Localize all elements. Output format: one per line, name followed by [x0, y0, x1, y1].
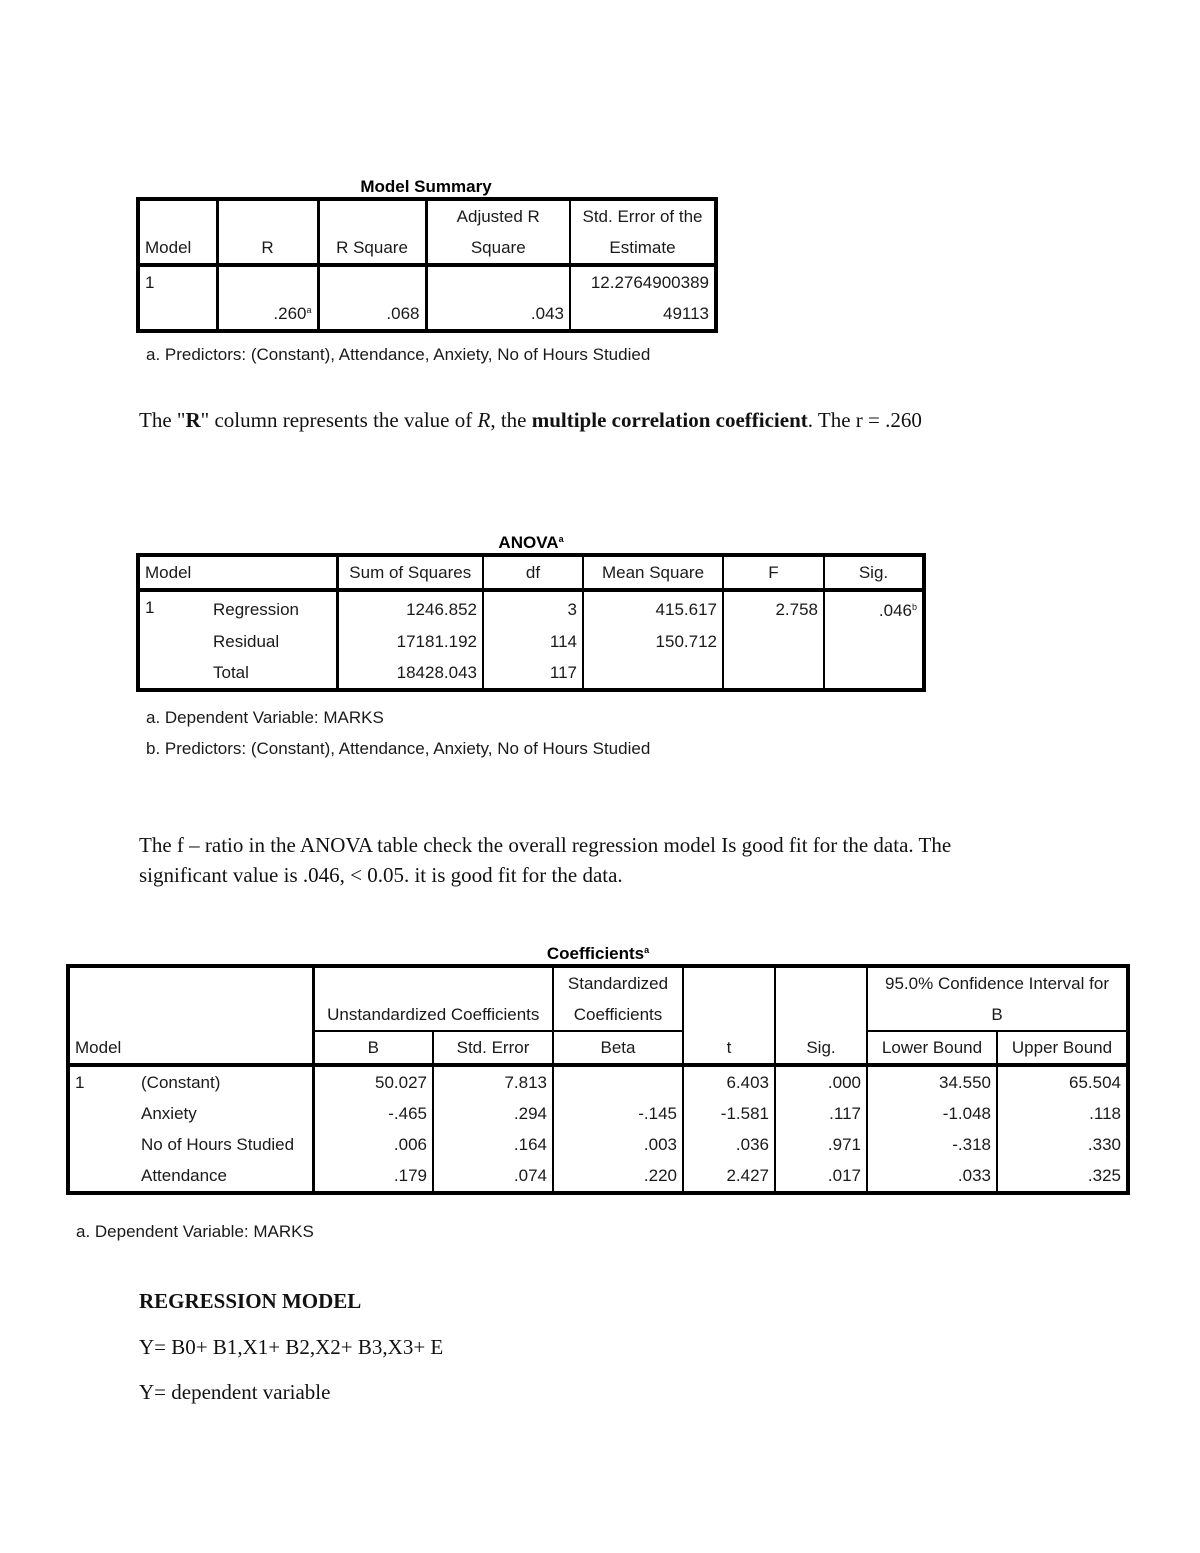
coef-cell-std-error: .294: [433, 1098, 553, 1129]
coef-cell-upper: .330: [1087, 1135, 1121, 1154]
anova-header-sig: Sig.: [824, 555, 924, 590]
table-row: [138, 626, 924, 657]
coef-row-label: No of Hours Studied: [136, 1129, 313, 1160]
coef-cell-upper: 65.504: [1069, 1073, 1121, 1092]
coef-cell-sig: .000: [775, 1065, 867, 1098]
table-row: [68, 1098, 1128, 1129]
coef-cell-lower: -1.048: [867, 1098, 997, 1129]
coef-row-label: Anxiety: [136, 1098, 313, 1129]
coef-cell-std-error: .164: [433, 1129, 553, 1160]
coef-header-t: t: [683, 966, 775, 1065]
coef-cell-lower: 34.550: [867, 1065, 997, 1098]
anova-row-label: Residual: [208, 626, 337, 657]
regression-definition: Y= dependent variable: [139, 1380, 331, 1404]
coef-header-lower-bound: Lower Bound: [867, 1031, 997, 1065]
coef-header-std-error: Std. Error: [433, 1031, 553, 1065]
anova-cell-ss: 17181.192: [337, 626, 483, 657]
model-summary-footnote: a. Predictors: (Constant), Attendance, Anxiety, No of Hours Studied: [146, 345, 651, 364]
coef-header-standardized: Standardized: [553, 966, 683, 999]
anova-cell-df: 3: [483, 590, 583, 626]
anova-cell-sig: [824, 657, 924, 690]
anova-model-number: 1: [145, 598, 155, 617]
coef-cell-std-error: 7.813: [433, 1065, 553, 1098]
coef-cell-sig: .117: [775, 1098, 867, 1129]
header-r: R: [217, 199, 318, 265]
cell-r-square: .068: [318, 265, 426, 331]
table-row: [68, 1160, 1128, 1193]
anova-header-sum-squares: Sum of Squares: [337, 555, 483, 590]
anova-cell-ms: 415.617: [583, 590, 723, 626]
header-r-square: R Square: [318, 199, 426, 265]
coef-cell-beta: .003: [553, 1129, 683, 1160]
coef-cell-lower: .033: [867, 1160, 997, 1193]
anova-footnote-a: a. Dependent Variable: MARKS: [146, 708, 384, 727]
coef-cell-sig: .017: [775, 1160, 867, 1193]
coef-cell-sig: .971: [775, 1129, 867, 1160]
anova-title: ANOVA$^a$: [498, 533, 564, 552]
coef-cell-beta: -.145: [553, 1098, 683, 1129]
anova-cell-sig: .046$^b$: [878, 601, 917, 620]
coef-cell-b: .006: [313, 1129, 433, 1160]
coef-header-beta: Beta: [553, 1031, 683, 1065]
coef-cell-upper: .325: [1087, 1166, 1121, 1185]
anova-cell-f: [723, 626, 824, 657]
anova-header-f: F: [723, 555, 824, 590]
coef-header-upper-bound: Upper Bound: [997, 1031, 1128, 1065]
cell-std-error: 12.2764900389: [590, 273, 709, 292]
cell-std-error-line2: 49113: [662, 304, 709, 323]
coef-cell-b: .179: [313, 1160, 433, 1193]
coef-cell-lower: -.318: [867, 1129, 997, 1160]
anova-table: [136, 553, 926, 692]
coefficients-footnote: a. Dependent Variable: MARKS: [76, 1222, 314, 1241]
coef-model-number: 1: [75, 1073, 85, 1092]
table-row: [138, 657, 924, 690]
coef-row-label: (Constant): [136, 1065, 313, 1098]
coef-header-confidence-interval-line2: B: [867, 999, 1128, 1031]
anova-cell-df: 117: [483, 657, 583, 690]
anova-cell-ms: [583, 657, 723, 690]
coef-cell-t: 2.427: [683, 1160, 775, 1193]
coef-header-unstandardized: Unstandardized Coefficients: [313, 966, 553, 1031]
coef-cell-t: -1.581: [683, 1098, 775, 1129]
model-summary-title: Model Summary: [360, 177, 492, 196]
header-std-error: Std. Error of the: [582, 207, 703, 226]
regression-equation: Y= B0+ B1,X1+ B2,X2+ B3,X3+ E: [139, 1335, 444, 1359]
coef-cell-b: -.465: [313, 1098, 433, 1129]
coef-cell-beta: [553, 1065, 683, 1098]
anova-row-label: Regression: [208, 590, 337, 626]
coef-header-confidence-interval: 95.0% Confidence Interval for: [885, 974, 1109, 993]
coefficients-table: [66, 964, 1130, 1195]
header-adjusted-r-line2: Square: [426, 232, 570, 265]
coef-cell-b: 50.027: [313, 1065, 433, 1098]
anova-footnote-b: b. Predictors: (Constant), Attendance, Anxiety, No of Hours Studied: [146, 739, 651, 758]
table-row: [68, 1065, 1128, 1098]
anova-row-label: Total: [208, 657, 337, 690]
table-row: [68, 1129, 1128, 1160]
coef-cell-t: 6.403: [683, 1065, 775, 1098]
anova-cell-ss: 1246.852: [337, 590, 483, 626]
anova-header-mean-square: Mean Square: [583, 555, 723, 590]
coef-header-b: B: [313, 1031, 433, 1065]
header-model: Model: [138, 199, 217, 265]
coef-cell-t: .036: [683, 1129, 775, 1160]
row-model-number: 1: [138, 265, 217, 331]
coef-header-model: Model: [68, 966, 313, 1065]
paragraph-r-explanation: The "R" column represents the value of R, the multiple correlation coefficient. The r = .260: [139, 408, 922, 432]
anova-cell-ms: 150.712: [583, 626, 723, 657]
coef-header-sig: Sig.: [775, 966, 867, 1065]
coef-cell-beta: .220: [553, 1160, 683, 1193]
anova-cell-sig: [824, 626, 924, 657]
header-std-error-line2: Estimate: [570, 232, 716, 265]
anova-header-model: Model: [138, 555, 337, 590]
coef-header-standardized-line2: Coefficients: [553, 999, 683, 1031]
paragraph-anova-explanation: The f – ratio in the ANOVA table check the overall regression model Is good fit for the data. The significant value is .046, < 0.05. it is good fit for the data.: [139, 833, 952, 887]
cell-r: .260$^a$: [217, 265, 318, 331]
model-summary-table: [136, 197, 718, 333]
table-row: [138, 590, 924, 626]
anova-header-df: df: [483, 555, 583, 590]
coef-cell-std-error: .074: [433, 1160, 553, 1193]
header-adjusted-r: Adjusted R: [426, 199, 570, 232]
anova-cell-ss: 18428.043: [337, 657, 483, 690]
cell-adjusted-r-square: .043: [426, 265, 570, 331]
anova-cell-f: [723, 657, 824, 690]
anova-cell-df: 114: [483, 626, 583, 657]
anova-cell-f: 2.758: [723, 590, 824, 626]
regression-model-heading: REGRESSION MODEL: [139, 1289, 362, 1313]
coefficients-title: Coefficients$^a$: [546, 944, 650, 963]
coef-cell-upper: .118: [1089, 1104, 1121, 1123]
coef-row-label: Attendance: [136, 1160, 313, 1193]
